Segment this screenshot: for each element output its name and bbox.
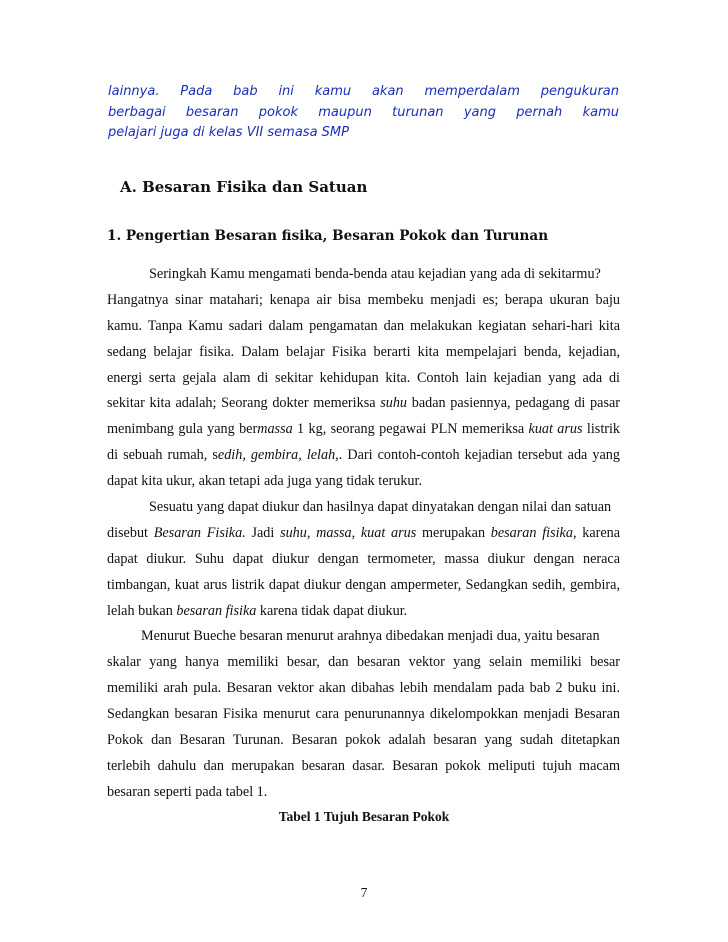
- body-line: kamu. Tanpa Kamu sadari dalam pengamatan dan melakukan kegiatan sehari-hari kita: [107, 317, 620, 334]
- text-run: badan pasiennya, pedagang di pasar: [407, 395, 620, 412]
- body-line: [107, 417, 620, 443]
- body-text: [107, 262, 620, 806]
- body-line: Sedangkan besaran Fisika menurut cara penurunannya dikelompokkan menjadi Besaran: [107, 706, 620, 723]
- body-line: energi serta gejala alam di sekitar kehidupan kita. Contoh lain kejadian yang ada di: [107, 369, 620, 386]
- text-run: lelah bukan: [107, 602, 177, 619]
- body-line: [107, 521, 620, 547]
- text-run: , karena: [572, 524, 620, 541]
- italic-run: suhu: [380, 395, 408, 412]
- body-line: besaran seperti pada tabel 1.: [107, 783, 268, 800]
- body-line: terlebih dahulu dan merupakan besaran dasar. Besaran pokok meliputi tujuh macam: [107, 757, 620, 774]
- italic-run: Besaran Fisika.: [153, 524, 246, 541]
- body-line: Sesuatu yang dapat diukur dan hasilnya dapat dinyatakan dengan nilai dan satuan: [149, 499, 612, 516]
- body-line: Seringkah Kamu mengamati benda-benda atau kejadian yang ada di sekitarmu?: [149, 266, 601, 282]
- body-line: dapat diukur. Suhu dapat diukur dengan termometer, massa diukur dengan neraca: [107, 550, 620, 567]
- intro-line: pelajari juga di kelas VII semasa SMP: [108, 125, 349, 140]
- body-line: [107, 443, 620, 469]
- body-line: Hangatnya sinar matahari; kenapa air bisa membeku menjadi es; berapa ukuran baju: [107, 291, 620, 308]
- text-run: Jadi: [245, 524, 281, 541]
- section-heading: A. Besaran Fisika dan Satuan: [120, 178, 368, 196]
- italic-run: besaran fisika: [490, 524, 573, 541]
- intro-line: berbagai besaran pokok maupun turunan yang pernah kamu: [108, 104, 619, 120]
- italic-run: suhu, massa, kuat arus: [280, 524, 417, 541]
- body-line: memiliki arah pula. Besaran vektor akan dibahas lebih mendalam pada bab 2 buku ini.: [107, 680, 620, 697]
- table-caption: Tabel 1 Tujuh Besaran Pokok: [278, 809, 450, 824]
- body-line: timbangan, kuat arus listrik dapat diukur dengan ampermeter, Sedangkan sedih, gembira,: [107, 576, 620, 593]
- body-line: [107, 599, 620, 625]
- text-run: di sebuah rumah, s: [107, 447, 218, 464]
- intro-paragraph: [108, 82, 619, 144]
- body-line: sedang belajar fisika. Dalam belajar Fisika berarti kita mempelajari benda, kejadian,: [107, 343, 620, 360]
- intro-line: lainnya. Pada bab ini kamu akan memperdalam pengukuran: [108, 84, 619, 99]
- text-run: menimbang gula yang ber: [107, 421, 258, 438]
- text-run: merupakan: [416, 524, 491, 541]
- body-line: dapat kita ukur, akan tetapi ada juga yang tidak terukur.: [107, 473, 422, 490]
- body-line: skalar yang hanya memiliki besar, dan besaran vektor yang selain memiliki besar: [107, 654, 620, 671]
- italic-run: besaran fisika: [176, 602, 257, 619]
- text-run: disebut: [107, 524, 154, 541]
- text-run: sekitar kita adalah; Seorang dokter memeriksa: [107, 395, 381, 412]
- italic-run: massa: [257, 421, 293, 438]
- text-run: listrik: [582, 421, 620, 438]
- text-run: karena tidak dapat diukur.: [256, 602, 408, 619]
- page-number: 7: [360, 885, 368, 900]
- text-run: . Dari contoh-contoh kejadian tersebut ada yang: [338, 447, 620, 464]
- italic-run: kuat arus: [528, 421, 583, 438]
- body-line: Pokok dan Besaran Turunan. Besaran pokok adalah besaran yang sudah ditetapkan: [107, 732, 620, 749]
- body-line: Menurut Bueche besaran menurut arahnya dibedakan menjadi dua, yaitu besaran: [141, 628, 600, 645]
- subsection-heading: 1. Pengertian Besaran fisika, Besaran Pokok dan Turunan: [107, 228, 549, 244]
- text-run: 1 kg, seorang pegawai PLN memeriksa: [292, 421, 529, 438]
- body-line: [107, 391, 620, 417]
- italic-run: edih, gembira, lelah,: [217, 447, 339, 464]
